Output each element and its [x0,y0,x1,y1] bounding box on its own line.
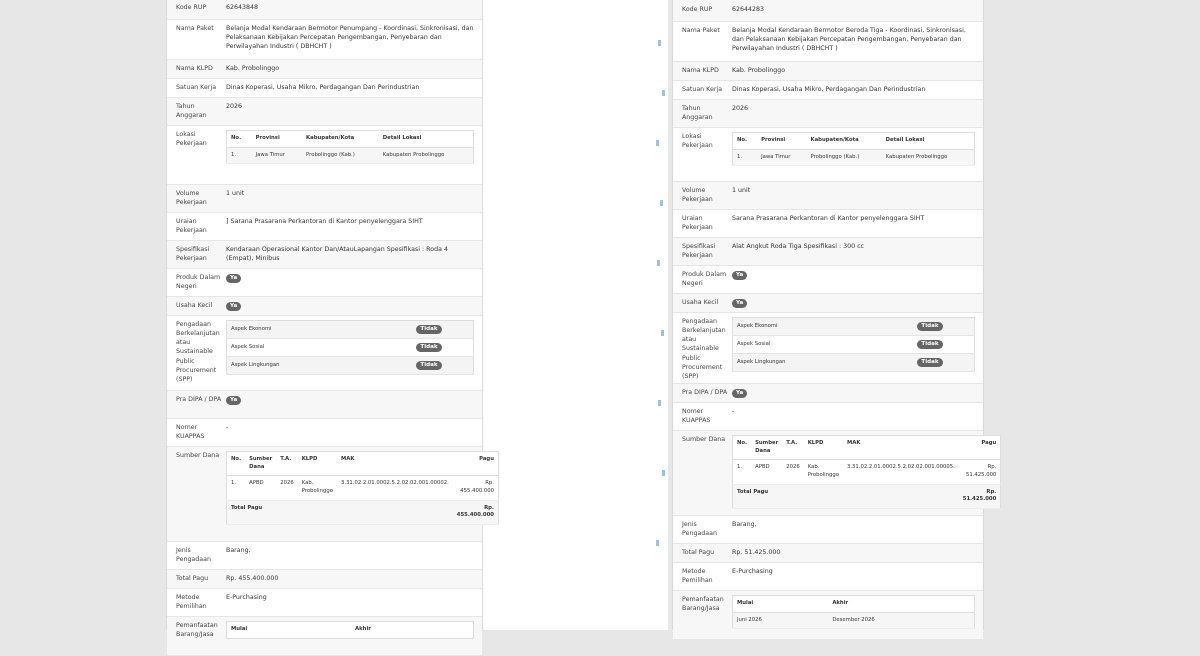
label-sumber-dana: Sumber Dana [682,436,726,443]
row-nama-klpd [167,60,482,79]
lokasi-table [226,130,474,164]
white-gap [482,0,668,630]
td-pagu: Rp. 51.425.000 [959,460,1001,484]
th-no: No. [227,131,252,148]
td-sumber-dana: APBD [245,476,276,500]
status-badge: Ya [732,271,747,280]
th-kabupaten: Kabupaten/Kota [302,131,379,148]
th-pagu: Pagu [959,436,1001,460]
spp-table [226,320,474,375]
status-badge: Ya [226,302,241,311]
label-kode-rup: Kode RUP [176,4,207,11]
value-total-pagu: Rp. 455.400.000 [226,575,279,582]
th-pagu: Pagu [453,452,499,476]
value-metode: E-Purchasing [732,568,773,575]
row-total-pagu [167,570,482,589]
label-produk-dalam-negeri: Produk Dalam Negeri [176,274,221,291]
value-nama-klpd: Kab. Probolinggo [732,67,786,74]
row-spesifikasi [673,238,983,266]
row-jenis-pengadaan [673,516,983,544]
td-no: 1. [227,147,252,164]
label-pra-dipa: Pra DIPA / DPA [682,389,728,396]
edge-decoration [652,0,670,630]
th-provinsi: Provinsi [757,133,806,150]
td-mulai: Juni 2026 [733,612,829,629]
label-spesifikasi: Spesifikasi Pekerjaan [176,246,210,263]
th-no: No. [733,133,758,150]
spp-aspek: Aspek Sosial [227,339,386,357]
label-pemanfaatan: Pemanfaatan Barang/Jasa [176,622,218,639]
th-mak: MAK [843,436,959,460]
row-usaha-kecil [673,294,983,313]
th-mak: MAK [337,452,453,476]
label-volume: Volume Pekerjaan [682,187,713,204]
td-detail-lokasi: Kabupaten Probolinggo [882,149,975,166]
label-volume: Volume Pekerjaan [176,190,207,207]
th-akhir: Akhir [828,596,974,613]
total-pagu-value: Rp. 455.400.000 [453,500,499,524]
status-badge: Tidak [416,325,441,334]
label-spesifikasi: Spesifikasi Pekerjaan [682,243,716,260]
value-jenis-pengadaan: Barang, [732,521,757,528]
label-tahun-anggaran: Tahun Anggaran [682,105,713,122]
label-total-pagu: Total Pagu [176,575,209,582]
label-kode-rup: Kode RUP [682,6,713,13]
row-sumber-dana [673,431,997,516]
value-kode-rup: 62644283 [732,6,765,13]
row-spesifikasi [167,241,482,269]
row-produk-dalam-negeri [167,269,482,297]
value-tahun-anggaran: 2026 [732,105,749,112]
spp-aspek: Aspek Lingkungan [227,357,386,375]
label-nama-klpd: Nama KLPD [176,65,213,72]
pemanfaatan-table [226,621,474,639]
lokasi-table [732,132,975,166]
label-jenis-pengadaan: Jenis Pengadaan [176,547,211,564]
value-total-pagu: Rp. 51.425.000 [732,549,781,556]
status-badge: Ya [732,389,747,398]
label-pemanfaatan: Pemanfaatan Barang/Jasa [682,596,724,613]
row-uraian [167,213,482,241]
th-no: No. [733,436,752,460]
th-no: No. [227,452,246,476]
row-spp [167,316,482,391]
row-satuan-kerja [673,81,983,100]
total-pagu-label: Total Pagu [227,500,453,524]
value-nama-paket: Belanja Modal Kendaraan Bermotor Beroda Tiga - Koordinasi, Sinkronisasi, dan Pelaksanaan Kebijakan Percepatan Pengembangan, Penyebaran dan Perwilayahan Industri ( DBHCHT ) [732,27,966,53]
label-lokasi: Lokasi Pekerjaan [176,131,207,148]
status-badge: Tidak [917,340,942,349]
row-kuappas [167,419,482,447]
label-metode: Metode Pemilihan [682,568,713,585]
spp-aspek: Aspek Ekonomi [227,321,386,339]
label-kuappas: Nomer KUAPPAS [682,408,711,425]
th-ta: T.A. [276,452,297,476]
status-badge: Tidak [917,358,942,367]
value-satuan-kerja: Dinas Koperasi, Usaha Mikro, Perdagangan Dan Perindustrian [732,86,926,93]
row-pra-dipa [167,391,482,419]
row-lokasi [673,128,983,182]
value-metode: E-Purchasing [226,594,267,601]
th-sumber-dana: Sumber Dana [751,436,782,460]
row-pemanfaatan [167,617,482,656]
spp-aspek: Aspek Ekonomi [733,318,887,336]
row-nama-paket [673,22,983,62]
value-tahun-anggaran: 2026 [226,103,243,110]
value-uraian: ] Sarana Prasarana Perkantoran di Kantor penyelenggara SIHT [226,218,423,225]
row-pra-dipa [673,384,983,403]
status-badge: Tidak [416,361,441,370]
label-metode: Metode Pemilihan [176,594,207,611]
label-spp: Pengadaan Berkelanjutan atau Sustainable Public Procurement (SPP) [176,321,220,383]
label-produk-dalam-negeri: Produk Dalam Negeri [682,271,727,288]
row-jenis-pengadaan [167,542,482,570]
label-usaha-kecil: Usaha Kecil [682,299,719,306]
total-pagu-value: Rp. 51.425.000 [959,484,1001,508]
td-no: 1. [227,476,246,500]
row-spp [673,313,983,384]
value-spesifikasi: Kendaraan Operasional Kantor Dan/AtauLapangan Spesifikasi : Roda 4 (Empat), Minibus [226,246,448,263]
row-kuappas [673,403,983,431]
row-pemanfaatan [673,591,983,640]
value-satuan-kerja: Dinas Koperasi, Usaha Mikro, Perdagangan Dan Perindustrian [226,84,420,91]
td-pagu: Rp. 455.400.000 [453,476,499,500]
row-kode-rup [673,0,983,22]
label-lokasi: Lokasi Pekerjaan [682,133,713,150]
left-detail-panel [166,0,494,639]
td-klpd: Kab. Probolinggo [804,460,843,484]
th-detail-lokasi: Detail Lokasi [379,131,474,148]
td-ta: 2026 [276,476,297,500]
total-pagu-label: Total Pagu [733,484,959,508]
label-nama-paket: Nama Paket [682,27,720,34]
td-klpd: Kab. Probolinggo [298,476,337,500]
row-sumber-dana [167,447,494,542]
th-sumber-dana: Sumber Dana [245,452,276,476]
row-nama-paket [167,20,482,60]
status-badge: Ya [226,274,241,283]
label-usaha-kecil: Usaha Kecil [176,302,213,309]
td-mak: 3.31.02.2.01.0002.5.2.02.02.001.00002. [337,476,453,500]
sumber-dana-table [226,451,499,525]
td-kabupaten: Probolinggo (Kab.) [807,149,882,166]
value-kuappas: - [732,408,735,415]
row-volume [673,182,983,210]
label-uraian: Uraian Pekerjaan [176,218,207,235]
lokasi-table-wrap [226,130,482,180]
td-provinsi: Jawa Timur [252,147,302,164]
spp-aspek: Aspek Sosial [733,336,887,354]
spp-table [732,317,975,372]
row-tahun-anggaran [167,98,482,126]
sumber-dana-table [732,435,1001,509]
value-kode-rup: 62643848 [226,4,259,11]
label-satuan-kerja: Satuan Kerja [682,86,723,93]
value-volume: 1 unit [732,187,751,194]
th-provinsi: Provinsi [252,131,302,148]
td-sumber-dana: APBD [751,460,782,484]
status-badge: Ya [226,396,241,405]
td-no: 1. [733,460,752,484]
spp-aspek: Aspek Lingkungan [733,354,887,372]
th-kabupaten: Kabupaten/Kota [807,133,882,150]
pemanfaatan-table [732,595,975,629]
row-metode [673,563,983,591]
label-satuan-kerja: Satuan Kerja [176,84,217,91]
td-no: 1. [733,149,758,166]
label-nama-klpd: Nama KLPD [682,67,719,74]
row-tahun-anggaran [673,100,983,128]
td-detail-lokasi: Kabupaten Probolinggo [379,147,474,164]
row-satuan-kerja [167,79,482,98]
label-tahun-anggaran: Tahun Anggaran [176,103,207,120]
th-klpd: KLPD [804,436,843,460]
row-total-pagu [673,544,983,563]
row-produk-dalam-negeri [673,266,983,294]
row-kode-rup [167,0,482,20]
th-akhir: Akhir [351,622,473,639]
right-detail-panel [672,0,997,630]
label-jenis-pengadaan: Jenis Pengadaan [682,521,717,538]
label-sumber-dana: Sumber Dana [176,452,220,459]
td-kabupaten: Probolinggo (Kab.) [302,147,379,164]
value-kuappas: - [226,424,229,431]
label-uraian: Uraian Pekerjaan [682,215,713,232]
row-volume [167,185,482,213]
th-klpd: KLPD [298,452,337,476]
td-provinsi: Jawa Timur [757,149,806,166]
th-detail-lokasi: Detail Lokasi [882,133,975,150]
value-uraian: Sarana Prasarana Perkantoran di Kantor penyelenggara SIHT [732,215,925,222]
row-nama-klpd [673,62,983,81]
status-badge: Ya [732,299,747,308]
th-mulai: Mulai [227,622,352,639]
value-spesifikasi: Alat Angkut Roda Tiga Spesifikasi : 300 cc [732,243,865,250]
label-total-pagu: Total Pagu [682,549,715,556]
status-badge: Tidak [917,322,942,331]
value-volume: 1 unit [226,190,245,197]
row-lokasi [167,126,482,185]
row-metode [167,589,482,617]
label-nama-paket: Nama Paket [176,25,214,32]
label-kuappas: Nomer KUAPPAS [176,424,205,441]
status-badge: Tidak [416,343,441,352]
label-pra-dipa: Pra DIPA / DPA [176,396,222,403]
value-nama-paket: Belanja Modal Kendaraan Bermotor Penumpang - Koordinasi, Sinkronisasi, dan Pelaksanaan Kebijakan Percepatan Pengembangan, Penyebaran dan Perwilayahan Industri ( DBHCHT ) [226,25,474,51]
row-usaha-kecil [167,297,482,316]
value-jenis-pengadaan: Barang, [226,547,251,554]
row-uraian [673,210,983,238]
td-ta: 2026 [782,460,803,484]
td-mak: 3.31.02.2.01.0002.5.2.02.02.001.00005. [843,460,959,484]
th-ta: T.A. [782,436,803,460]
label-spp: Pengadaan Berkelanjutan atau Sustainable Public Procurement (SPP) [682,318,726,380]
value-nama-klpd: Kab. Probolinggo [226,65,280,72]
th-mulai: Mulai [733,596,829,613]
td-akhir: Desember 2026 [828,612,974,629]
